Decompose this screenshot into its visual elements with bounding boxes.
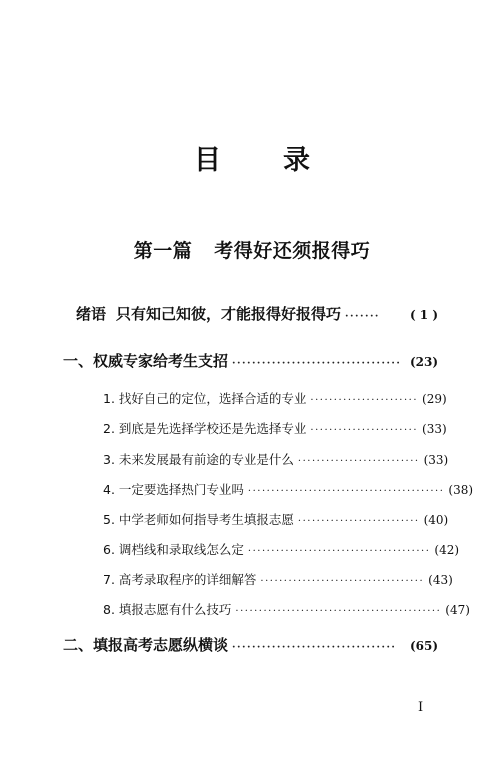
leader-dots: ······················· (310, 395, 419, 406)
toc-item-1-8[interactable] (103, 600, 470, 618)
title-char-2: 录 (283, 145, 310, 176)
leader-dots: ······· (345, 311, 380, 322)
item-label: 7. 高考录取程序的详细解答 (103, 572, 257, 587)
page-ref: (29) (422, 392, 447, 406)
leader-dots: ·········································· (247, 486, 445, 497)
page-ref: (47) (445, 603, 470, 617)
leader-dots: ······················· (310, 425, 419, 436)
toc-item-1-4[interactable] (103, 480, 474, 498)
toc-section-2[interactable] (63, 634, 438, 655)
toc-item-1-3[interactable] (103, 450, 449, 468)
leader-dots: ··································· (260, 576, 425, 587)
item-label: 3. 未来发展最有前途的专业是什么 (103, 452, 294, 467)
toc-section-1[interactable] (63, 350, 438, 371)
part-label: 第一篇 (133, 240, 193, 262)
item-label: 6. 调档线和录取线怎么定 (103, 542, 244, 557)
toc-item-1-7[interactable] (103, 570, 453, 588)
page-ref: (42) (434, 543, 460, 557)
leader-dots: ·························· (297, 456, 420, 467)
item-label: 8. 填报志愿有什么技巧 (103, 602, 232, 617)
page-ref: (43) (428, 573, 453, 587)
folio-number: I (418, 700, 424, 715)
page-ref: (23) (409, 355, 438, 369)
leader-dots: ·························· (297, 516, 420, 527)
toc-item-1-1[interactable] (103, 389, 447, 407)
page-title (0, 138, 504, 177)
leader-dots: ············································ (235, 606, 442, 617)
section-label: 一、权威专家给考生支招 (63, 352, 229, 370)
page-ref: (38) (448, 483, 474, 497)
page-ref: (33) (422, 422, 447, 436)
toc-entry-intro[interactable] (76, 303, 438, 324)
leader-dots: ································· (232, 642, 397, 653)
section-label: 二、填报高考志愿纵横谈 (63, 636, 229, 654)
toc-item-1-6[interactable] (103, 540, 460, 558)
leader-dots: ······································· (247, 546, 431, 557)
part-heading (0, 236, 504, 263)
page-ref: ( 1 ) (409, 308, 438, 322)
intro-text: 只有知己知彼，才能报得好报得巧 (116, 305, 342, 323)
item-label: 2. 到底是先选择学校还是先选择专业 (103, 421, 307, 436)
page-ref: (40) (423, 513, 449, 527)
item-label: 5. 中学老师如何指导考生填报志愿 (103, 512, 294, 527)
page-ref: (65) (409, 639, 438, 653)
toc-item-1-2[interactable] (103, 419, 447, 437)
page-ref: (33) (423, 453, 449, 467)
item-label: 4. 一定要选择热门专业吗 (103, 482, 244, 497)
item-label: 1. 找好自己的定位，选择合适的专业 (103, 391, 307, 406)
intro-label: 绪语 (76, 305, 107, 323)
leader-dots: ·································· (232, 358, 402, 369)
part-name: 考得好还须报得巧 (214, 240, 371, 262)
toc-item-1-5[interactable] (103, 510, 449, 528)
title-char-1: 目 (194, 145, 221, 176)
